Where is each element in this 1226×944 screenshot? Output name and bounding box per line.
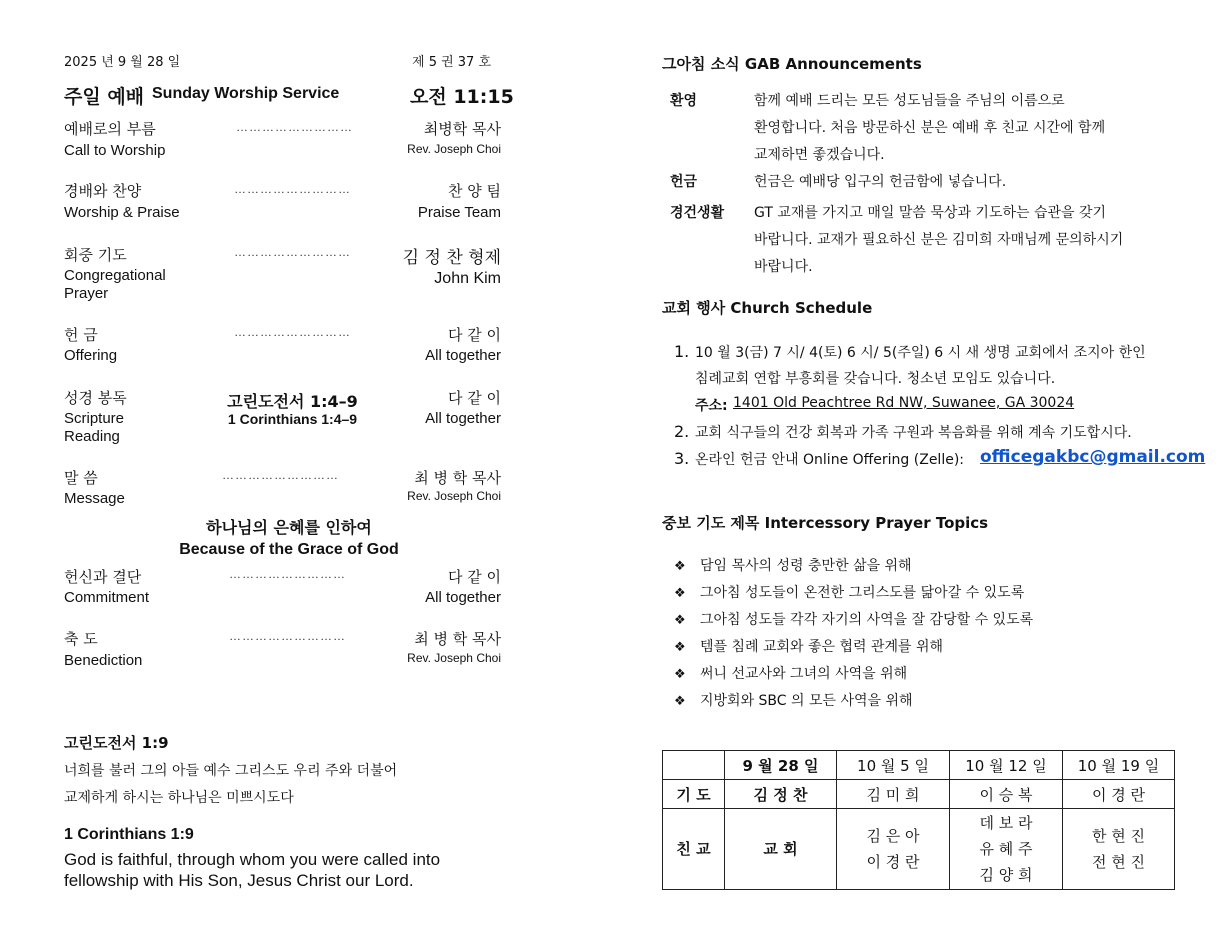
order-title-ko: 헌 금 <box>64 326 98 344</box>
diamond-bullet-icon: ❖ <box>674 586 686 601</box>
order-title-en: Congregational <box>64 267 166 284</box>
announcement-line: GT 교재를 가지고 매일 말씀 묵상과 기도하는 습관을 갖기 <box>754 205 1107 221</box>
leader-dots: ……………………… <box>234 325 351 339</box>
verse-ref-en: 1 Corinthians 1:9 <box>64 826 194 843</box>
announcement-label: 경건생활 <box>670 205 725 221</box>
leader-dots: ……………………… <box>234 245 351 259</box>
leader-en: Rev. Joseph Choi <box>407 651 501 665</box>
leader-ko: 김 정 찬 형제 <box>402 248 501 268</box>
cell-line: 데 보 라 <box>979 814 1033 832</box>
list-item: ❖ 담임 목사의 성령 충만한 삶을 위해 <box>674 558 912 574</box>
order-title-en: Prayer <box>64 285 109 302</box>
row-label: 기 도 <box>663 780 725 809</box>
leader-en: All together <box>425 410 501 427</box>
announcement-label: 헌금 <box>670 174 698 190</box>
schedule-title: 교회 행사 Church Schedule <box>662 299 873 317</box>
order-title-en: Message <box>64 490 125 507</box>
leader-en: All together <box>425 347 501 364</box>
announcements-title: 그아침 소식 GAB Announcements <box>662 55 922 73</box>
list-item: ❖ 템플 침례 교회와 좋은 협력 관계를 위해 <box>674 639 944 655</box>
schedule-line: 10 월 3(금) 7 시/ 4(토) 6 시/ 5(주일) 6 시 새 생명 교회에서 조지아 한인 <box>695 345 1146 361</box>
verse-ko-line: 너희를 불러 그의 아들 예수 그리스도 우리 주와 더불어 <box>64 763 398 779</box>
prayer-topics-title: 중보 기도 제목 Intercessory Prayer Topics <box>662 514 989 532</box>
table-cell <box>950 809 1063 890</box>
leader-en: Rev. Joseph Choi <box>407 142 501 156</box>
address: 1401 Old Peachtree Rd NW, Suwanee, GA 30024 <box>733 395 1075 411</box>
cell-line: 이 경 란 <box>866 853 920 871</box>
service-time: 오전 11:15 <box>410 86 514 108</box>
leader-ko: 최병학 목사 <box>423 120 501 138</box>
order-title-ko: 성경 봉독 <box>64 389 127 407</box>
list-item: ❖ 그아침 성도들 각각 자기의 사역을 잘 감당할 수 있도록 <box>674 612 1034 628</box>
table-cell: 교 회 <box>725 809 837 890</box>
date: 2025 년 9 월 28 일 <box>64 55 181 70</box>
announcement-line: 함께 예배 드리는 모든 성도님들을 주님의 이름으로 <box>754 93 1065 109</box>
announcement-line: 바랍니다. <box>754 259 813 275</box>
leader-en: Praise Team <box>417 204 501 221</box>
order-title-en: Reading <box>64 428 120 445</box>
diamond-bullet-icon: ❖ <box>674 694 686 709</box>
schedule-num: 3. <box>674 449 690 468</box>
announcement-line: 환영합니다. 처음 방문하신 분은 예배 후 친교 시간에 함께 <box>754 120 1106 136</box>
order-title-en: Commitment <box>64 589 150 606</box>
leader-dots: ……………………… <box>236 120 353 134</box>
diamond-bullet-icon: ❖ <box>674 667 686 682</box>
row-label: 친 교 <box>663 809 725 890</box>
cell-line: 유 혜 주 <box>979 840 1033 858</box>
table-cell: 김 미 희 <box>837 780 950 809</box>
order-title-ko: 예배로의 부름 <box>64 120 156 138</box>
scripture-ref-en: 1 Corinthians 1:4–9 <box>227 411 358 427</box>
announcement-line: 헌금은 예배당 입구의 헌금함에 넣습니다. <box>754 174 1007 190</box>
verse-ref-ko: 고린도전서 1:9 <box>64 734 169 752</box>
schedule-line: 온라인 헌금 안내 Online Offering (Zelle): <box>695 452 964 468</box>
order-title-ko: 경배와 찬양 <box>64 182 142 200</box>
order-title-en: Scripture <box>64 410 125 427</box>
order-title-en: Benediction <box>64 652 143 669</box>
cell-line: 한 현 진 <box>1091 827 1145 845</box>
order-title-ko: 헌신과 결단 <box>64 568 142 586</box>
service-title-en: Sunday Worship Service <box>152 85 340 102</box>
order-title-en: Call to Worship <box>64 142 166 159</box>
leader-ko: 최 병 학 목사 <box>414 469 501 487</box>
verse-en-line: God is faithful, through whom you were called into <box>64 850 441 869</box>
table-cell: 이 승 복 <box>950 780 1063 809</box>
leader-dots: ……………………… <box>229 567 346 581</box>
table-header: 10 월 19 일 <box>1063 751 1175 780</box>
diamond-bullet-icon: ❖ <box>674 559 686 574</box>
table-row <box>663 780 1175 809</box>
offering-email-link[interactable]: officegakbc@gmail.com <box>980 447 1206 467</box>
leader-ko: 다 같 이 <box>447 389 501 407</box>
address-label: 주소: <box>695 398 728 414</box>
leader-dots: ……………………… <box>222 468 339 482</box>
table-row <box>663 809 1175 890</box>
diamond-bullet-icon: ❖ <box>674 613 686 628</box>
cell-line: 김 양 희 <box>979 866 1033 884</box>
table-header: 9 월 28 일 <box>725 751 837 780</box>
table-cell <box>1063 809 1175 890</box>
sermon-title-en: Because of the Grace of God <box>179 541 399 558</box>
order-title-ko: 말 씀 <box>64 469 98 487</box>
service-roster-table <box>662 750 1175 890</box>
schedule-line: 교회 식구들의 건강 회복과 가족 구원과 복음화를 위해 계속 기도합시다. <box>695 425 1132 441</box>
leader-ko: 다 같 이 <box>447 326 501 344</box>
schedule-num: 2. <box>674 422 690 441</box>
leader-dots: ……………………… <box>229 629 346 643</box>
sermon-title-ko: 하나님의 은혜를 인하여 <box>206 518 372 537</box>
announcement-line: 바랍니다. 교재가 필요하신 분은 김미희 자매님께 문의하시기 <box>754 232 1124 248</box>
verse-ko-line: 교제하게 하시는 하나님은 미쁘시도다 <box>64 790 294 806</box>
table-header: 10 월 5 일 <box>837 751 950 780</box>
table-row <box>663 751 1175 780</box>
announcement-line: 교제하면 좋겠습니다. <box>754 147 885 163</box>
leader-dots: ……………………… <box>234 182 351 196</box>
leader-en: Rev. Joseph Choi <box>407 489 501 503</box>
leader-ko: 최 병 학 목사 <box>414 630 501 648</box>
order-title-en: Worship & Praise <box>64 204 180 221</box>
cell-line: 김 은 아 <box>866 827 920 845</box>
list-item: ❖ 그아침 성도들이 온전한 그리스도를 닮아갈 수 있도록 <box>674 585 1025 601</box>
table-cell: 이 경 란 <box>1063 780 1175 809</box>
table-header: 10 월 12 일 <box>950 751 1063 780</box>
leader-en: John Kim <box>434 270 501 287</box>
leader-en: All together <box>425 589 501 606</box>
list-item: ❖ 지방회와 SBC 의 모든 사역을 위해 <box>674 693 913 709</box>
diamond-bullet-icon: ❖ <box>674 640 686 655</box>
service-title-ko: 주일 예배 <box>64 86 145 108</box>
order-title-ko: 축 도 <box>64 630 98 648</box>
schedule-num: 1. <box>674 342 690 361</box>
scripture-ref-ko: 고린도전서 1:4–9 <box>227 392 358 411</box>
volume: 제 5 권 37 호 <box>412 55 492 70</box>
verse-en-line: fellowship with His Son, Jesus Christ our Lord. <box>64 871 414 890</box>
order-title-ko: 회중 기도 <box>64 246 127 264</box>
schedule-line: 침례교회 연합 부흥회를 갖습니다. 청소년 모임도 있습니다. <box>695 371 1056 387</box>
leader-ko: 다 같 이 <box>447 568 501 586</box>
list-item: ❖ 써니 선교사와 그녀의 사역을 위해 <box>674 666 908 682</box>
table-cell <box>663 751 725 780</box>
table-cell <box>837 809 950 890</box>
cell-line: 전 현 진 <box>1091 853 1145 871</box>
order-title-en: Offering <box>64 347 118 364</box>
table-cell: 김 정 찬 <box>725 780 837 809</box>
announcement-label: 환영 <box>670 93 698 109</box>
leader-ko: 찬 양 팀 <box>447 182 501 200</box>
